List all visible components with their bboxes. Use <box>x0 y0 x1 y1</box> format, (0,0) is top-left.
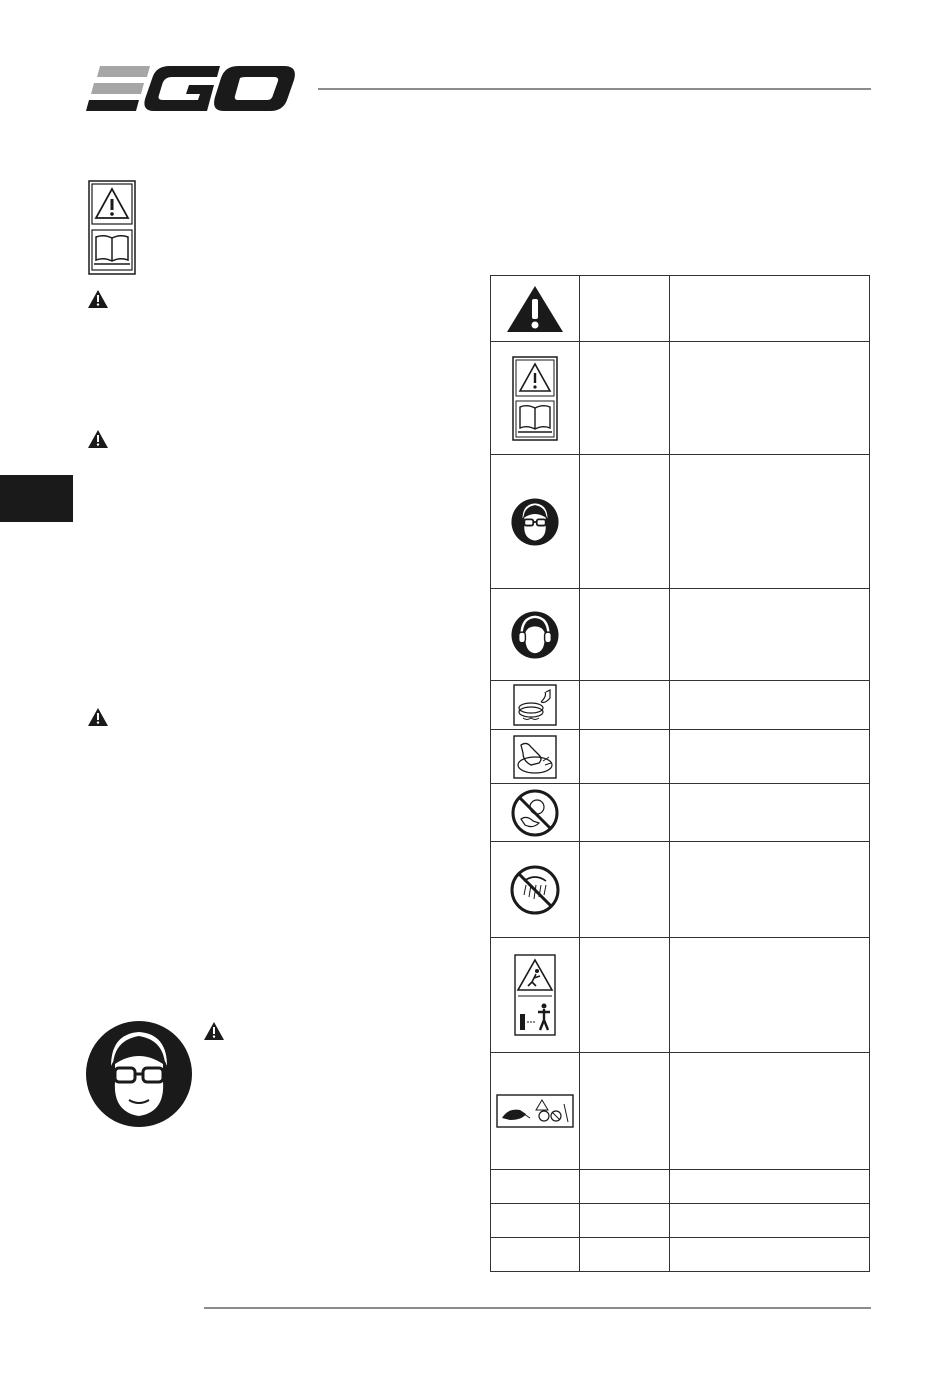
table-row <box>491 938 869 1053</box>
header-rule <box>318 88 871 90</box>
read-manual-icon <box>512 356 558 441</box>
table-row <box>491 342 869 455</box>
hot-surface-icon <box>513 684 557 726</box>
hand-burn-icon <box>513 735 557 779</box>
warning-triangle-icon <box>88 708 108 726</box>
table-row <box>491 455 869 589</box>
read-manual-warning-icon <box>88 180 136 275</box>
table-row <box>491 1170 869 1204</box>
keep-bystanders-away-icon <box>514 954 556 1036</box>
footer-rule <box>204 1307 871 1309</box>
table-row <box>491 1053 869 1170</box>
warning-triangle-icon <box>88 290 108 308</box>
symbols-table <box>490 275 870 1272</box>
table-row <box>491 784 869 842</box>
no-touch-icon <box>511 789 559 837</box>
ego-logo <box>86 66 298 112</box>
ear-protection-icon <box>511 611 559 659</box>
eye-protection-icon <box>85 1020 193 1128</box>
eye-protection-icon <box>511 498 559 546</box>
language-side-tab <box>0 475 73 522</box>
table-row <box>491 276 869 342</box>
table-row <box>491 1204 869 1238</box>
warning-triangle-icon <box>88 430 108 448</box>
table-row <box>491 842 869 938</box>
table-row <box>491 589 869 681</box>
table-row <box>491 730 869 784</box>
table-row <box>491 681 869 730</box>
no-rain-icon <box>510 865 560 915</box>
warning-triangle-icon <box>204 1022 224 1040</box>
thrown-objects-label-icon <box>496 1094 574 1128</box>
safety-alert-icon <box>507 286 563 332</box>
table-row <box>491 1238 869 1273</box>
